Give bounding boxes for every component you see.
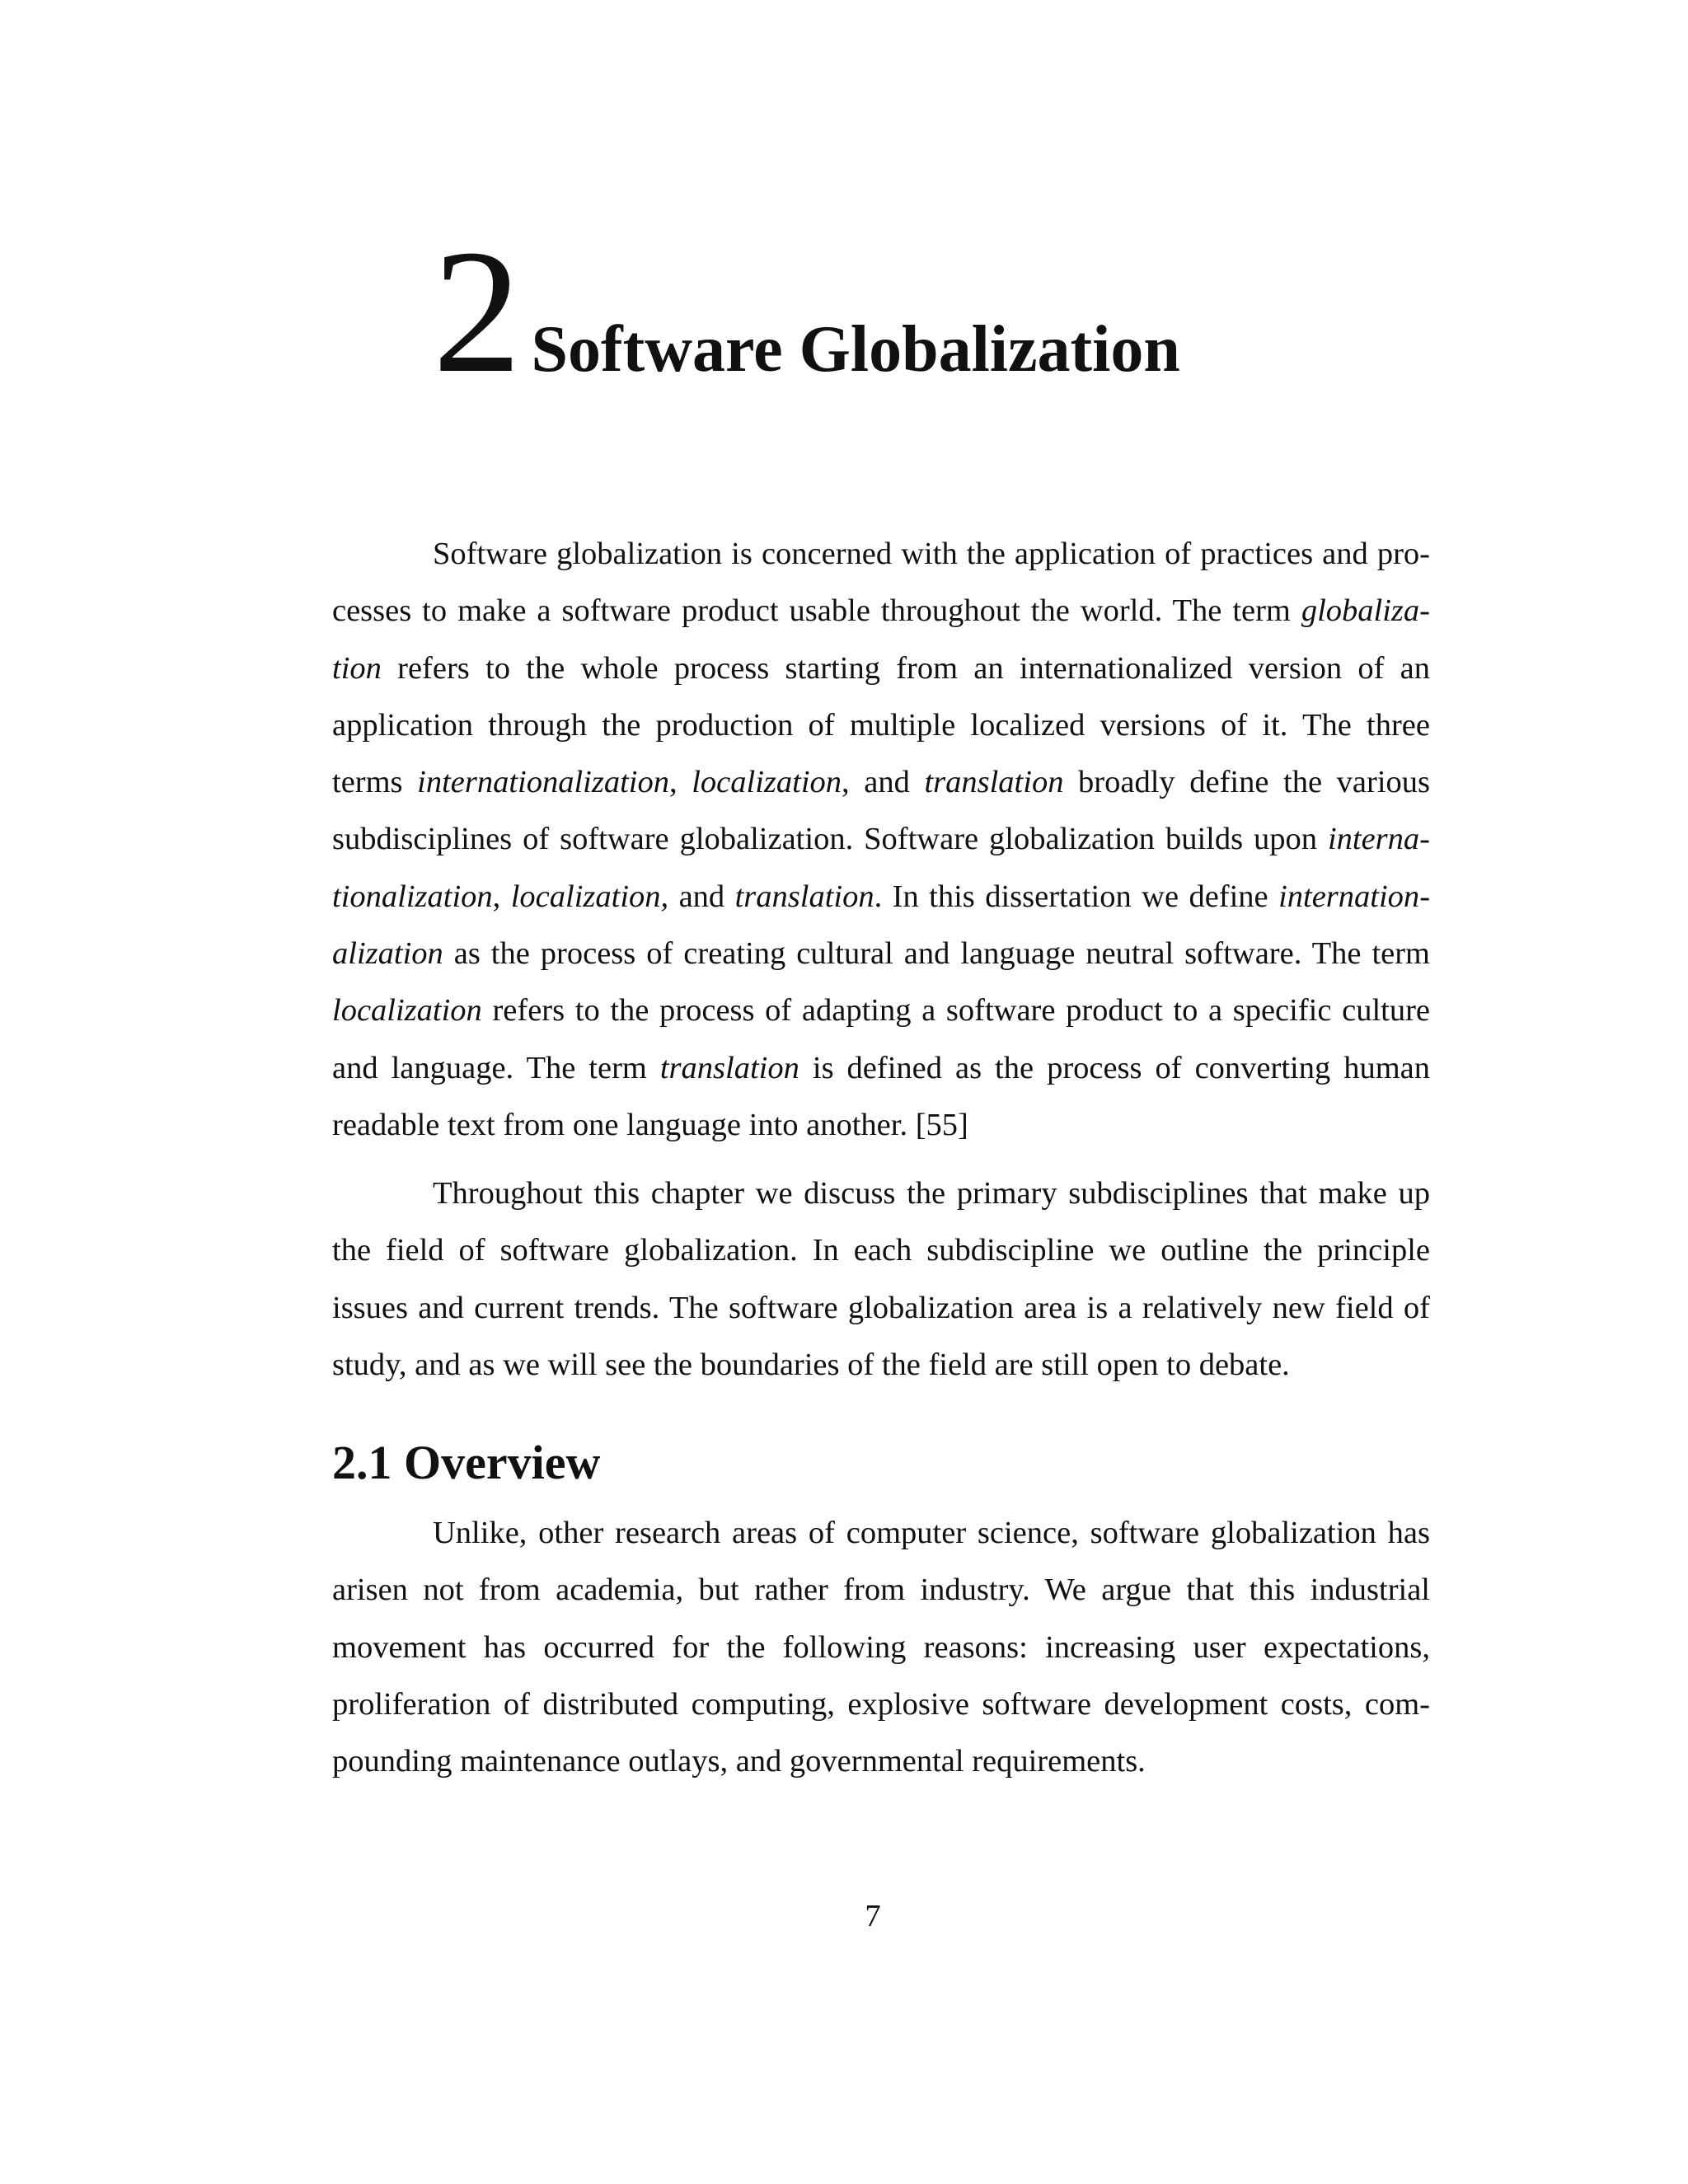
italic-term: internationalization bbox=[332, 879, 1431, 972]
page-number: 7 bbox=[865, 1899, 881, 1933]
italic-term: translation bbox=[659, 1050, 799, 1085]
text-run: , and bbox=[842, 765, 925, 800]
text-run: refers to the whole process starting from an internationalized version of an application through the production of multiple localized versions of it. The three terms bbox=[332, 650, 1430, 800]
text-run: , bbox=[492, 879, 511, 914]
overview-paragraph bbox=[332, 1505, 1430, 1790]
text-run: broadly define the various subdisciplines of software globalization. Software globalization builds upon bbox=[332, 765, 1430, 857]
paragraph-text bbox=[332, 1505, 1430, 1790]
italic-term: localization bbox=[332, 993, 482, 1029]
text-run: and bbox=[668, 879, 735, 914]
text-run: Software globalization is concerned with the application of practices and processes to make a software product usable throughout the world. The term bbox=[332, 537, 1430, 629]
paragraph-text bbox=[332, 526, 1430, 1154]
italic-term: globalization bbox=[332, 593, 1430, 686]
chapter-title: Software Globalization bbox=[531, 313, 1180, 386]
intro-paragraph-2 bbox=[332, 1165, 1430, 1394]
italic-term: translation bbox=[734, 879, 874, 914]
chapter-heading bbox=[433, 213, 1180, 410]
italic-term: localization, bbox=[510, 879, 669, 914]
text-run: Unlike, other research areas of computer science, software globalization has arisen not from academia, but rather from industry. We argue that this industrial movement has occurred for the following reasons: increasing user expectations, proliferation of distributed computing, explosive software development costs, compounding maintenance outlays, and governmental requirements. bbox=[332, 1516, 1430, 1779]
text-run: . In this dissertation we define bbox=[874, 879, 1279, 914]
italic-term: internationalization bbox=[332, 822, 1430, 914]
text-run: is defined as the process of converting human readable text from one language into another. [55] bbox=[332, 1050, 1430, 1142]
text-run: refers to the process of adapting a software product to a specific culture and language. The term bbox=[332, 993, 1430, 1085]
intro-paragraph-1 bbox=[332, 526, 1430, 1154]
text-run: , bbox=[669, 765, 692, 800]
text-run: as the process of creating cultural and language neutral software. The term bbox=[443, 936, 1430, 972]
chapter-number: 2 bbox=[433, 213, 522, 410]
section-heading: 2.1 Overview bbox=[332, 1436, 601, 1489]
italic-term: localization bbox=[692, 765, 842, 800]
text-run: Throughout this chapter we discuss the primary subdisciplines that make up the field of software globalization. In each subdiscipline we outline the principle issues and current trends. The software globalization area is a relatively new field of study, and as we will see the boundaries of the field are still open to debate. bbox=[332, 1176, 1430, 1382]
italic-term: translation bbox=[924, 765, 1064, 800]
italic-term: internationalization bbox=[417, 765, 670, 800]
paragraph-text bbox=[332, 1165, 1430, 1394]
